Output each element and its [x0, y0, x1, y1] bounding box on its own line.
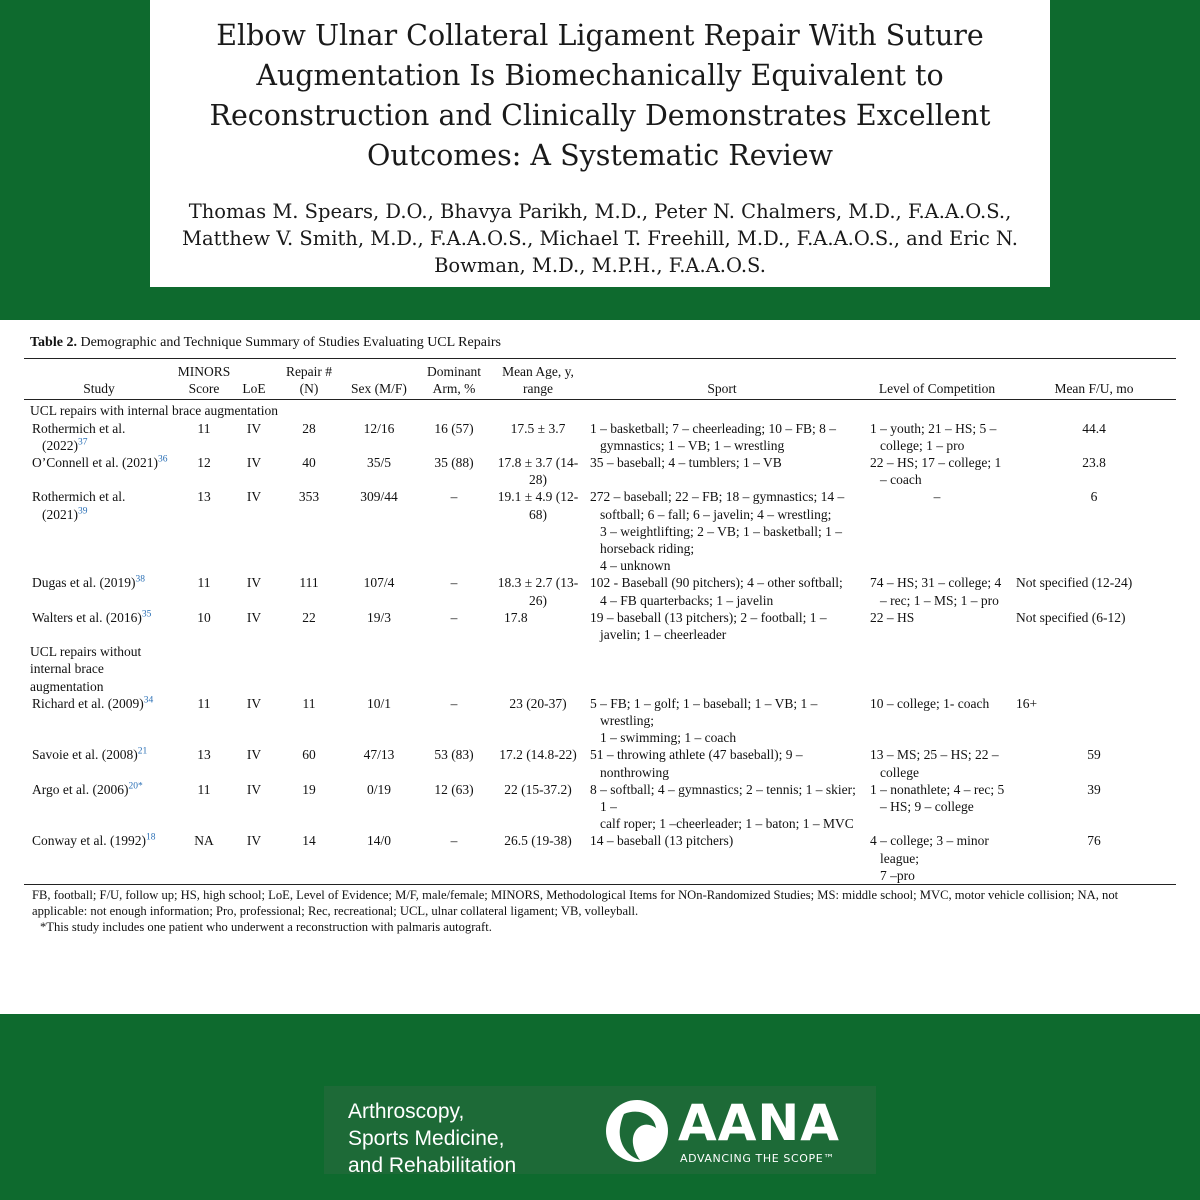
reference-link[interactable]: 36 [157, 454, 168, 465]
col-header-sport: Sport [707, 381, 737, 397]
mean-fu-cell: 76 [1087, 833, 1101, 849]
table-caption-text: Demographic and Technique Summary of Studies Evaluating UCL Repairs [76, 335, 501, 350]
col-header-minors: MINORS Score [177, 364, 231, 397]
mean-age-cell: 26.5 (19-38) [504, 833, 572, 849]
minors-cell: 10 [197, 609, 211, 625]
dominant-arm-cell: 53 (83) [434, 747, 474, 763]
repair-n-cell: 353 [298, 489, 320, 505]
study-cell: Richard et al. (2009)$^{34}$ [32, 695, 154, 711]
loe-cell: IV [246, 489, 262, 505]
sex-cell: 12/16 [363, 420, 395, 436]
mean-age-cell: 17.5 ± 3.7 [510, 420, 566, 436]
repair-n-cell: 22 [302, 609, 316, 625]
mean-fu-cell: 23.8 [1082, 455, 1106, 471]
loe-cell: IV [246, 695, 262, 711]
mean-fu-cell: Not specified (6-12) [1016, 609, 1126, 625]
mean-age-cell: 22 (15-37.2) [504, 781, 572, 797]
sport-cell: 14 – baseball (13 pitchers) [590, 833, 734, 849]
table-header-row [24, 359, 1176, 400]
col-header-level: Level of Competition [878, 381, 996, 397]
aana-wordmark: AANA [678, 1094, 840, 1152]
minors-cell: 11 [197, 420, 211, 436]
journal-name-line: Arthroscopy, [348, 1100, 465, 1123]
dominant-arm-cell: – [450, 695, 458, 711]
journal-name-line: and Rehabilitation [348, 1154, 517, 1174]
table-row [24, 574, 1176, 608]
col-header-dominant-arm: Dominant Arm, % [427, 364, 481, 397]
sex-cell: 19/3 [366, 609, 391, 625]
table-footnote-asterisk: *This study includes one patient who underwent a reconstruction with palmaris autograft. [40, 920, 492, 935]
dominant-arm-cell: 35 (88) [434, 455, 474, 471]
mean-fu-cell: 59 [1087, 747, 1101, 763]
group-label: UCL repairs without internal brace augmentation [30, 644, 142, 694]
aana-logo-icon [604, 1098, 670, 1164]
sport-cell: 272 – baseball; 22 – FB; 18 – gymnastics; 14 – softball; 6 – fall; 6 – javelin; 4 – wrestling; 3 – weightlifting; 2 – VB; 1 – basketball; 1 – horseback riding; 4 – unknown [590, 489, 845, 574]
mean-fu-cell: 16+ [1016, 695, 1038, 711]
table-panel [0, 320, 1200, 1014]
mean-age-cell: 17.2 (14.8-22) [499, 747, 577, 763]
col-header-study: Study [83, 381, 115, 397]
level-cell: 4 – college; 3 – minor league; 7 –pro [870, 833, 989, 883]
repair-n-cell: 19 [302, 781, 316, 797]
sport-cell: 19 – baseball (13 pitchers); 2 – football; 1 – javelin; 1 – cheerleader [590, 609, 827, 643]
study-cell: O’Connell et al. (2021)$^{36}$ [32, 454, 168, 471]
journal-name [348, 1098, 516, 1174]
sport-cell: 8 – softball; 4 – gymnastics; 2 – tennis; 1 – skier; 1 – calf roper; 1 –cheerleader; 1 – baton; 1 – MVC [590, 781, 856, 832]
sex-cell: 107/4 [363, 575, 395, 591]
dominant-arm-cell: – [450, 489, 458, 505]
reference-link[interactable]: 38 [135, 574, 145, 585]
level-cell: 22 – HS [870, 609, 915, 625]
reference-link[interactable]: 34 [143, 695, 154, 706]
article-title: Elbow Ulnar Collateral Ligament Repair With Suture Augmentation Is Biomechanically Equivalent to Reconstruction and Clinically Demonstrates Excellent Outcomes: A Systematic Review [209, 19, 991, 172]
minors-cell: 13 [197, 747, 211, 763]
mean-fu-cell: 6 [1090, 489, 1098, 505]
mean-age-cell: 17.8 ± 3.7 (14-28) [497, 455, 579, 488]
journal-logo-banner [324, 1086, 876, 1174]
minors-cell: 11 [197, 575, 211, 591]
repair-n-cell: 60 [302, 747, 316, 763]
dominant-arm-cell: – [450, 575, 458, 591]
minors-cell: 11 [197, 695, 211, 711]
study-cell: Argo et al. (2006)$^{20*}$ [32, 781, 143, 797]
sport-cell: 5 – FB; 1 – golf; 1 – baseball; 1 – VB; 1 – wrestling; 1 – swimming; 1 – coach [590, 695, 818, 746]
sex-cell: 309/44 [360, 489, 398, 505]
mean-age-cell: 23 (20-37) [509, 695, 567, 711]
col-header-mean-age: Mean Age, y, range [502, 364, 574, 397]
group-row-no-internal-brace [24, 643, 1176, 695]
sport-cell: 35 – baseball; 4 – tumblers; 1 – VB [590, 455, 782, 471]
sport-cell: 1 – basketball; 7 – cheerleading; 10 – FB; 8 – gymnastics; 1 – VB; 1 – wrestling [590, 420, 836, 453]
study-cell: Savoie et al. (2008)$^{21}$ [32, 746, 148, 763]
table-row [24, 832, 1176, 884]
repair-n-cell: 11 [302, 695, 316, 711]
loe-cell: IV [246, 575, 262, 591]
minors-cell: NA [194, 833, 214, 849]
dominant-arm-cell: 12 (63) [434, 781, 474, 797]
reference-link[interactable]: 18 [145, 832, 156, 843]
reference-link[interactable]: 39 [78, 506, 88, 517]
level-cell: 1 – nonathlete; 4 – rec; 5 – HS; 9 – college [870, 781, 1005, 815]
dominant-arm-cell: 16 (57) [434, 420, 474, 436]
sex-cell: 0/19 [366, 781, 391, 797]
level-cell: – [933, 489, 941, 505]
minors-cell: 13 [197, 489, 211, 505]
level-cell: 1 – youth; 21 – HS; 5 – college; 1 – pro [870, 420, 997, 453]
repair-n-cell: 14 [302, 833, 316, 849]
reference-link[interactable]: 21 [137, 746, 148, 757]
table-row [24, 781, 1176, 833]
sport-cell: 102 - Baseball (90 pitchers); 4 – other softball; 4 – FB quarterbacks; 1 – javelin [590, 575, 843, 608]
journal-name-line: Sports Medicine, [348, 1127, 505, 1150]
table-caption [30, 334, 1176, 352]
col-header-mean-fu: Mean F/U, mo [1054, 381, 1134, 397]
mean-fu-cell: Not specified (12-24) [1016, 575, 1133, 591]
sex-cell: 35/5 [366, 455, 391, 471]
reference-link[interactable]: 35 [141, 609, 152, 620]
repair-n-cell: 111 [299, 575, 319, 591]
sex-cell: 14/0 [366, 833, 391, 849]
study-cell: Walters et al. (2016)$^{35}$ [32, 609, 152, 625]
sex-cell: 47/13 [363, 747, 395, 763]
col-header-loe: LoE [242, 381, 266, 397]
loe-cell: IV [246, 747, 262, 763]
repair-n-cell: 40 [302, 455, 316, 471]
reference-link[interactable]: 37 [78, 437, 88, 448]
level-cell: 22 – HS; 17 – college; 1 – coach [870, 455, 1002, 488]
ucl-repairs-table [24, 358, 1176, 885]
table-row [24, 609, 1176, 643]
mean-fu-cell: 39 [1087, 781, 1101, 797]
table-row [24, 695, 1176, 747]
mean-age-cell: 19.1 ± 4.9 (12-68) [497, 489, 579, 522]
title-card [150, 0, 1050, 287]
author-list: Thomas M. Spears, D.O., Bhavya Parikh, M.D., Peter N. Chalmers, M.D., F.A.A.O.S., Matthew V. Smith, M.D., F.A.A.O.S., Michael T. Freehill, M.D., F.A.A.O.S., and Eric N. Bowman, M.D., M.P.H., F.A.A.O.S. [182, 200, 1018, 277]
reference-link[interactable]: 20* [128, 781, 143, 792]
loe-cell: IV [246, 781, 262, 797]
table-footnote-abbreviations: FB, football; F/U, follow up; HS, high school; LoE, Level of Evidence; M/F, male/female; MINORS, Methodological Items for NOn-Randomized Studies; MS: middle school; MVC, motor vehicle collision; NA, not applicable: not enough information; Pro, professional; Rec, recreational; UCL, ulnar collateral ligament; VB, volleyball. [32, 888, 1119, 919]
minors-cell: 12 [197, 455, 211, 471]
repair-n-cell: 28 [302, 420, 316, 436]
dominant-arm-cell: – [450, 609, 458, 625]
loe-cell: IV [246, 833, 262, 849]
aana-tagline: ADVANCING THE SCOPE™ [680, 1152, 835, 1165]
table-row [24, 454, 1176, 488]
dominant-arm-cell: – [450, 833, 458, 849]
loe-cell: IV [246, 455, 262, 471]
mean-age-cell: 18.3 ± 2.7 (13-26) [497, 575, 579, 608]
table-row [24, 746, 1176, 780]
table-caption-label: Table 2. [30, 335, 77, 350]
minors-cell: 11 [197, 781, 211, 797]
col-header-repair-n: Repair # (N) [285, 364, 333, 397]
table-row [24, 420, 1176, 454]
level-cell: 13 – MS; 25 – HS; 22 – college [870, 747, 999, 780]
level-cell: 10 – college; 1- coach [870, 695, 990, 711]
sex-cell: 10/1 [366, 695, 391, 711]
loe-cell: IV [246, 420, 262, 436]
study-cell: Rothermich et al. (2021)$^{39}$ [32, 489, 126, 522]
col-header-sex: Sex (M/F) [351, 381, 407, 397]
group-label: UCL repairs with internal brace augmentation [30, 403, 279, 419]
study-cell: Dugas et al. (2019)$^{38}$ [32, 574, 145, 591]
study-cell: Conway et al. (1992)$^{18}$ [32, 832, 156, 849]
mean-fu-cell: 44.4 [1082, 420, 1106, 436]
table-row [24, 488, 1176, 574]
sport-cell: 51 – throwing athlete (47 baseball); 9 – nonthrowing [590, 747, 803, 780]
loe-cell: IV [246, 609, 262, 625]
study-cell: Rothermich et al. (2022)$^{37}$ [32, 420, 126, 453]
mean-age-cell: 17.8 [504, 609, 528, 625]
group-row-internal-brace [24, 400, 1176, 420]
level-cell: 74 – HS; 31 – college; 4 – rec; 1 – MS; 1 – pro [870, 575, 1002, 608]
